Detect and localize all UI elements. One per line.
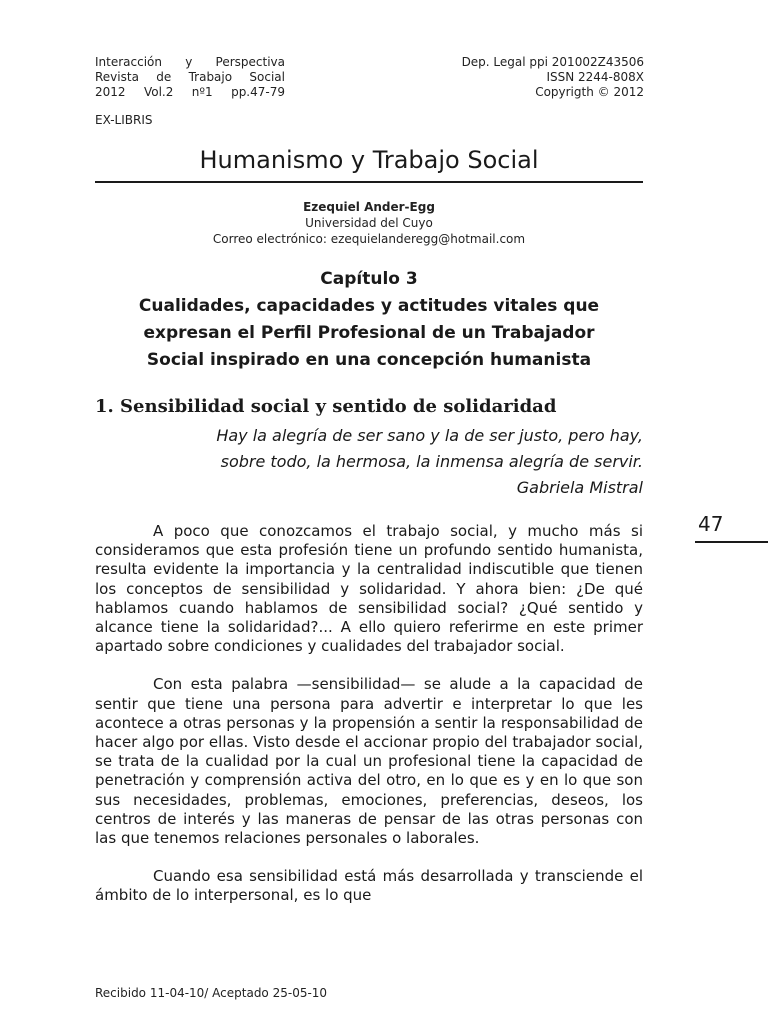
- journal-volume: 2012 Vol.2 nº1 pp.47-79: [95, 85, 285, 99]
- journal-name: Interacción y Perspectiva: [95, 55, 285, 69]
- section-heading: 1. Sensibilidad social y sentido de solidaridad: [95, 396, 557, 417]
- body-text: [95, 522, 643, 925]
- paragraph: A poco que conozcamos el trabajo social, y mucho más si consideramos que esta profesión tiene un profundo sentido humanista, resulta evidente la importancia y la centralidad indiscutible que tienen los conceptos de sensibilidad y solidaridad. Y ahora bien: ¿De qué hablamos cuando hablamos de sensibilidad social? ¿Qué sentido y alcance tiene la solidaridad?... A ello quiero referirme en este primer apartado sobre condiciones y cualidades del trabajador social.: [95, 522, 643, 656]
- legal-info: [462, 55, 644, 100]
- copyright: Copyrigth © 2012: [535, 85, 644, 99]
- author-affiliation: Universidad del Cuyo: [305, 216, 433, 230]
- author-email: Correo electrónico: ezequielanderegg@hotmail.com: [212, 232, 526, 246]
- journal-subtitle: Revista de Trabajo Social: [95, 70, 285, 84]
- page-number: 47: [698, 512, 724, 536]
- author-block: [95, 199, 643, 247]
- chapter-title-line: expresan el Perfil Profesional de un Trabajador: [143, 323, 595, 343]
- legal-deposit: Dep. Legal ppi 201002Z43506: [461, 55, 644, 69]
- title-divider: [95, 181, 643, 183]
- article-title: Humanismo y Trabajo Social: [199, 146, 539, 174]
- received-accepted-dates: Recibido 11-04-10/ Aceptado 25-05-10: [95, 986, 328, 1000]
- paragraph: Cuando esa sensibilidad está más desarrollada y transciende el ámbito de lo interpersonal, es lo que: [95, 867, 643, 905]
- epigraph-line: sobre todo, la hermosa, la inmensa alegría de servir.: [220, 452, 643, 471]
- section-label: EX-LIBRIS: [95, 113, 153, 127]
- epigraph: [95, 423, 643, 501]
- chapter-label: Capítulo 3: [320, 269, 418, 289]
- chapter-heading: [95, 266, 643, 374]
- chapter-title-line: Social inspirado en una concepción humanista: [146, 350, 592, 370]
- epigraph-line: Hay la alegría de ser sano y la de ser justo, pero hay,: [216, 426, 643, 445]
- journal-info: [95, 55, 285, 100]
- epigraph-author: Gabriela Mistral: [516, 478, 643, 497]
- issn: ISSN 2244-808X: [546, 70, 644, 84]
- author-name: Ezequiel Ander-Egg: [303, 200, 435, 214]
- page-number-rule: [695, 541, 768, 543]
- chapter-title-line: Cualidades, capacidades y actitudes vitales que: [138, 296, 600, 316]
- paragraph: Con esta palabra —sensibilidad— se alude a la capacidad de sentir que tiene una persona para advertir e interpretar lo que les acontece a otras personas y la propensión a sentir la responsabilidad de hacer algo por ellas. Visto desde el accionar propio del trabajador social, se trata de la cualidad por la cual un profesional tiene la capacidad de penetración y comprensión activa del otro, en lo que es y en lo que son sus necesidades, problemas, emociones, preferencias, deseos, los centros de interés y las maneras de pensar de las otras personas con las que tenemos relaciones personales o laborales.: [95, 675, 643, 848]
